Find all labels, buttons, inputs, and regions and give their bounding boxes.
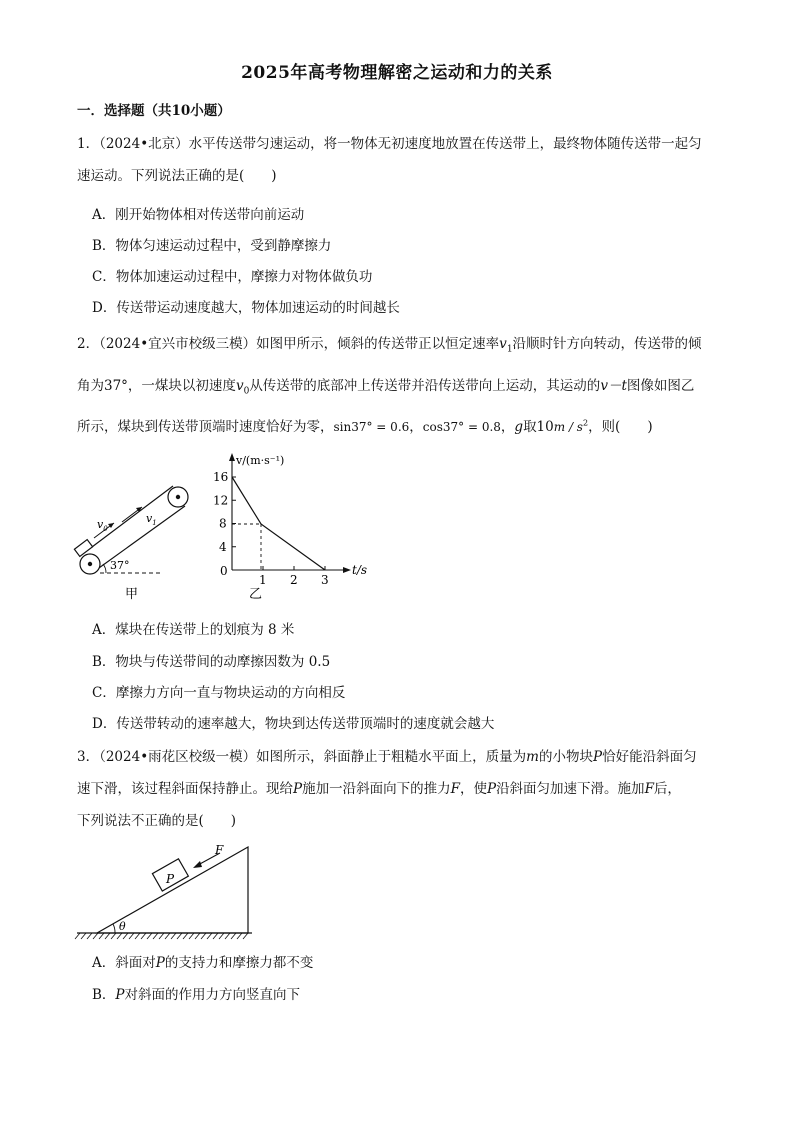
y-ticks	[213, 470, 236, 554]
q3-stem-line2: 速下滑，该过程斜面保持静止。现给P施加一沿斜面向下的推力F，使P沿斜面匀加速下滑。施加F后，	[77, 781, 681, 797]
y-tick-label: 12	[213, 493, 229, 508]
hatch-mark	[81, 933, 86, 939]
label-v1: $v_1$	[146, 512, 157, 527]
hatch-mark	[189, 933, 194, 939]
var-v1: v	[499, 336, 507, 352]
hatch-mark	[87, 933, 92, 939]
label-p: P	[166, 872, 175, 886]
q2-stem-line3: 所示，煤块到传送带顶端时速度恰好为零，sin37° = 0.6，cos37° = 0.8，g取$10m / s^2$，则( )	[77, 418, 653, 435]
q2-option-d: D．传送带转动的速率越大，物块到达传送带顶端时的速度就会越大	[92, 716, 495, 732]
y-tick-label: 4	[219, 539, 227, 554]
q2-stem-line1: 2．（2024•宜兴市校级三模）如图甲所示，倾斜的传送带正以恒定速率$v_1$沿顺时针方向转动，传送带的倾	[77, 336, 702, 355]
hatch-mark	[117, 933, 122, 939]
q1-option-d: D．传送带运动速度越大，物体加速运动的时间越长	[92, 300, 400, 316]
y-tick-label: 8	[219, 516, 227, 531]
hatch-mark	[135, 933, 140, 939]
hatch-mark	[195, 933, 200, 939]
origin-label: 0	[220, 564, 228, 578]
q2-option-c: C．摩擦力方向一直与物块运动的方向相反	[92, 685, 346, 701]
label-f: F	[215, 843, 224, 857]
hatch-mark	[213, 933, 218, 939]
hatch-mark	[75, 933, 80, 939]
hatch-mark	[123, 933, 128, 939]
figure-yi-vt-graph	[205, 450, 380, 602]
q1-option-b: B．物体匀速运动过程中，受到静摩擦力	[92, 238, 332, 254]
label-v0: $v_0$	[97, 518, 108, 533]
q1-option-a: A．刚开始物体相对传送带向前运动	[92, 207, 305, 223]
hatch-mark	[243, 933, 248, 939]
hatch-mark	[165, 933, 170, 939]
x-tick-label: 2	[290, 573, 298, 587]
q1-stem-line1: 1．（2024•北京）水平传送带匀速运动，将一物体无初速度地放置在传送带上，最终物体随传送带一起匀	[77, 136, 702, 152]
hatch-mark	[219, 933, 224, 939]
hatch-mark	[159, 933, 164, 939]
hatch-mark	[99, 933, 104, 939]
y-axis-label: v/(m·s⁻¹)	[236, 454, 285, 467]
ground-hatching	[75, 933, 248, 939]
q3-option-b: B．P对斜面的作用力方向竖直向下	[92, 987, 301, 1003]
figure-incline	[72, 838, 262, 944]
q2-option-b: B．物块与传送带间的动摩擦因数为 0.5	[92, 654, 331, 670]
figure-yi-label: 乙	[249, 587, 263, 602]
hatch-mark	[105, 933, 110, 939]
hatch-mark	[225, 933, 230, 939]
q3-stem-line1: 3．（2024•雨花区校级一模）如图所示，斜面静止于粗糙水平面上，质量为m的小物块P恰好能沿斜面匀	[77, 749, 697, 765]
hatch-mark	[111, 933, 116, 939]
q3-option-a: A．斜面对P的支持力和摩擦力都不变	[92, 955, 314, 971]
q2-option-a: A．煤块在传送带上的划痕为 8 米	[92, 622, 295, 638]
x-axis-label: t/s	[352, 563, 368, 577]
x-tick-label: 3	[321, 573, 329, 587]
hatch-mark	[183, 933, 188, 939]
q1-stem-line2: 速运动。下列说法正确的是( )	[77, 168, 277, 184]
q1-option-c: C．物体加速运动过程中，摩擦力对物体做负功	[92, 269, 373, 285]
angle-label: 37°	[110, 559, 130, 572]
var-v0: v	[235, 378, 244, 394]
x-tick-label: 1	[259, 573, 267, 587]
hatch-mark	[153, 933, 158, 939]
hatch-mark	[237, 933, 242, 939]
hatch-mark	[147, 933, 152, 939]
hatch-mark	[93, 933, 98, 939]
document-title: 2025年高考物理解密之运动和力的关系	[241, 63, 553, 83]
belt-bottom-edge	[92, 506, 185, 573]
section-heading: 一．选择题（共10小题）	[77, 103, 231, 119]
hatch-mark	[129, 933, 134, 939]
hatch-mark	[201, 933, 206, 939]
hatch-mark	[231, 933, 236, 939]
figure-jia-label: 甲	[125, 587, 139, 602]
hatch-mark	[177, 933, 182, 939]
figure-jia-conveyor	[70, 478, 200, 603]
y-tick-label: 16	[213, 470, 229, 484]
vt-line	[232, 477, 325, 570]
q3-stem-line3: 下列说法不正确的是( )	[77, 813, 237, 829]
q2-stem-line2: 角为37°，一煤块以初速度$v_0$从传送带的底部冲上传送带并沿传送带向上运动，其运动的v－t图像如图乙	[77, 378, 695, 397]
label-theta: θ	[119, 920, 126, 933]
hatch-mark	[207, 933, 212, 939]
x-ticks	[259, 566, 329, 587]
hatch-mark	[141, 933, 146, 939]
hatch-mark	[171, 933, 176, 939]
